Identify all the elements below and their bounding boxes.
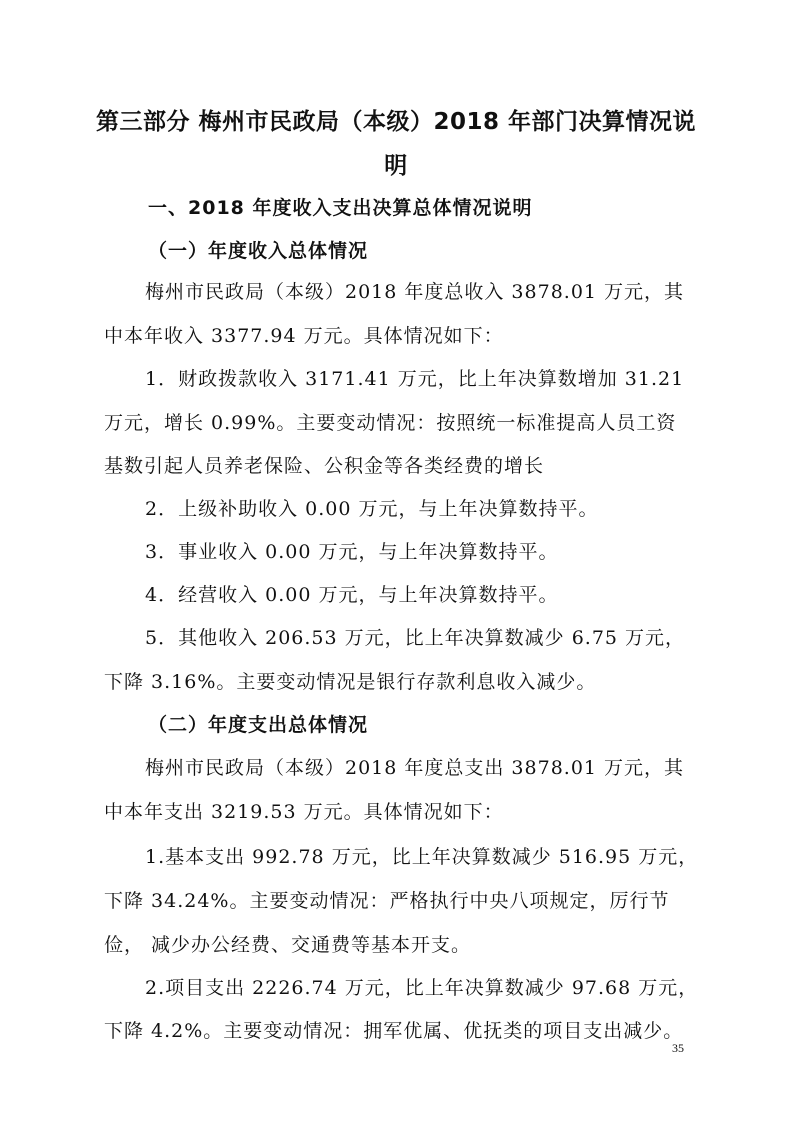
income-item5-line2: 下降 3.16%。主要变动情况是银行存款利息收入减少。 <box>104 671 597 693</box>
income-item4: 4．经营收入 0.00 万元，与上年决算数持平。 <box>145 584 559 606</box>
section1-heading: 一、2018 年度收入支出决算总体情况说明 <box>148 197 533 219</box>
income-heading: （一）年度收入总体情况 <box>148 240 369 262</box>
income-intro-line1: 梅州市民政局（本级）2018 年度总收入 3878.01 万元，其 <box>145 281 685 303</box>
expenditure-item1-line1: 1.基本支出 992.78 万元，比上年决算数减少 516.95 万元， <box>145 846 699 868</box>
expenditure-item1-line2: 下降 34.24%。主要变动情况：严格执行中央八项规定，厉行节 <box>104 890 670 912</box>
document-title-line1: 第三部分 梅州市民政局（本级）2018 年部门决算情况说 <box>96 109 697 135</box>
expenditure-item2-line1: 2.项目支出 2226.74 万元，比上年决算数减少 97.68 万元， <box>145 977 699 999</box>
income-intro-line2: 中本年收入 3377.94 万元。具体情况如下： <box>104 325 504 347</box>
expenditure-item2-line2: 下降 4.2%。主要变动情况：拥军优属、优抚类的项目支出减少。 <box>104 1020 684 1042</box>
income-item5-line1: 5．其他收入 206.53 万元，比上年决算数减少 6.75 万元， <box>145 627 686 649</box>
document-title-line2: 明 <box>384 153 408 179</box>
income-item1-line1: 1．财政拨款收入 3171.41 万元，比上年决算数增加 31.21 <box>145 368 685 390</box>
income-item2: 2．上级补助收入 0.00 万元，与上年决算数持平。 <box>145 498 599 520</box>
expenditure-heading: （二）年度支出总体情况 <box>148 714 369 736</box>
income-item1-line2: 万元，增长 0.99%。主要变动情况：按照统一标准提高人员工资 <box>104 412 677 434</box>
page-number: 35 <box>672 1041 684 1055</box>
expenditure-intro-line1: 梅州市民政局（本级）2018 年度总支出 3878.01 万元，其 <box>145 757 685 779</box>
income-item1-line3: 基数引起人员养老保险、公积金等各类经费的增长 <box>104 455 545 477</box>
income-item3: 3．事业收入 0.00 万元，与上年决算数持平。 <box>145 541 559 563</box>
expenditure-intro-line2: 中本年支出 3219.53 万元。具体情况如下： <box>104 801 504 823</box>
expenditure-item1-line3: 俭， 减少办公经费、交通费等基本开支。 <box>104 934 472 956</box>
